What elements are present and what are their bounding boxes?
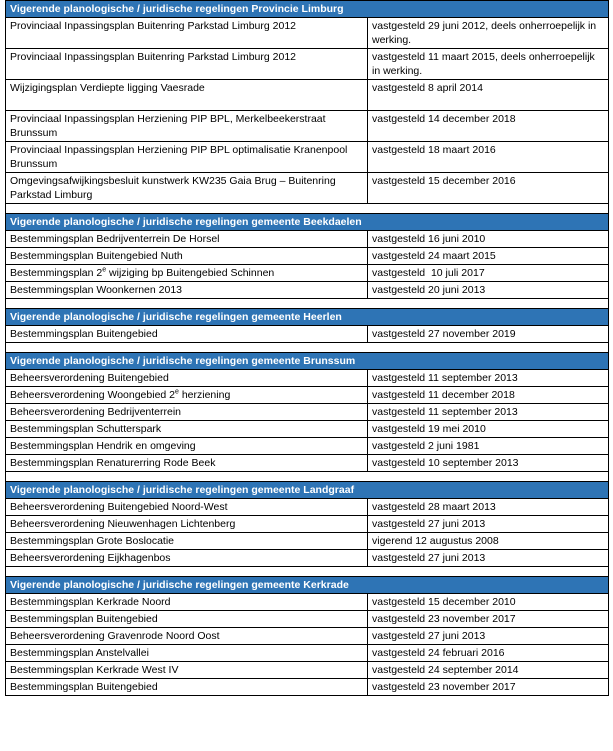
plan-status: vastgesteld 10 september 2013 xyxy=(368,455,609,472)
plan-name: Bestemmingsplan Hendrik en omgeving xyxy=(6,438,368,455)
plan-name: Beheersverordening Eijkhagenbos xyxy=(6,550,368,567)
table-row xyxy=(6,438,609,455)
plan-name: Provinciaal Inpassingsplan Herziening PIP BPL optimalisatie Kranenpool Brunssum xyxy=(6,142,368,173)
plan-name: Bestemmingsplan Buitengebied xyxy=(6,679,368,696)
table-row xyxy=(6,282,609,299)
plan-name: Bestemmingsplan Buitengebied Nuth xyxy=(6,248,368,265)
plan-name: Bestemmingsplan Buitengebied xyxy=(6,326,368,343)
section-title: Vigerende planologische / juridische regelingen Provincie Limburg xyxy=(6,1,609,18)
table-row xyxy=(6,421,609,438)
plan-status: vastgesteld 27 juni 2013 xyxy=(368,550,609,567)
plan-name: Bestemmingsplan Grote Boslocatie xyxy=(6,533,368,550)
plan-status: vastgesteld 24 september 2014 xyxy=(368,662,609,679)
plan-status: vastgesteld 23 november 2017 xyxy=(368,679,609,696)
plan-status: vastgesteld 16 juni 2010 xyxy=(368,231,609,248)
plan-name: Beheersverordening Bedrijventerrein xyxy=(6,404,368,421)
table-row xyxy=(6,628,609,645)
plan-name: Provinciaal Inpassingsplan Buitenring Parkstad Limburg 2012 xyxy=(6,49,368,80)
section-header xyxy=(6,577,609,594)
plan-status: vastgesteld 11 september 2013 xyxy=(368,370,609,387)
plan-name: Bestemmingsplan Kerkrade Noord xyxy=(6,594,368,611)
plan-status: vastgesteld 2 juni 1981 xyxy=(368,438,609,455)
table-row xyxy=(6,248,609,265)
section-title: Vigerende planologische / juridische regelingen gemeente Kerkrade xyxy=(6,577,609,594)
table-row xyxy=(6,455,609,472)
table-row xyxy=(6,173,609,204)
plan-name: Provinciaal Inpassingsplan Buitenring Parkstad Limburg 2012 xyxy=(6,18,368,49)
section-title: Vigerende planologische / juridische regelingen gemeente Beekdaelen xyxy=(6,214,609,231)
plan-status: vastgesteld 8 april 2014 xyxy=(368,80,609,111)
plan-name: Bestemmingsplan Schutterspark xyxy=(6,421,368,438)
plan-name: Beheersverordening Gravenrode Noord Oost xyxy=(6,628,368,645)
table-row xyxy=(6,550,609,567)
section-title: Vigerende planologische / juridische regelingen gemeente Landgraaf xyxy=(6,482,609,499)
table-row xyxy=(6,516,609,533)
table-row xyxy=(6,645,609,662)
table-row xyxy=(6,387,609,404)
table-row xyxy=(6,404,609,421)
plan-name: Beheersverordening Buitengebied Noord-West xyxy=(6,499,368,516)
plan-status: vastgesteld 11 december 2018 xyxy=(368,387,609,404)
plan-name: Beheersverordening Woongebied 2e herziening xyxy=(6,387,368,404)
plan-status: vastgesteld 10 juli 2017 xyxy=(368,265,609,282)
table-row xyxy=(6,265,609,282)
plan-name: Wijzigingsplan Verdiepte ligging Vaesrade xyxy=(6,80,368,111)
section-header xyxy=(6,309,609,326)
table-row xyxy=(6,370,609,387)
section-header xyxy=(6,1,609,18)
table-row xyxy=(6,49,609,80)
plan-status: vastgesteld 15 december 2010 xyxy=(368,594,609,611)
section-title: Vigerende planologische / juridische regelingen gemeente Brunssum xyxy=(6,353,609,370)
plan-status: vastgesteld 27 november 2019 xyxy=(368,326,609,343)
plan-status: vastgesteld 27 juni 2013 xyxy=(368,516,609,533)
table-row xyxy=(6,142,609,173)
table-row xyxy=(6,80,609,111)
plan-status: vastgesteld 28 maart 2013 xyxy=(368,499,609,516)
plan-status: vastgesteld 23 november 2017 xyxy=(368,611,609,628)
table-row xyxy=(6,679,609,696)
plan-status: vastgesteld 14 december 2018 xyxy=(368,111,609,142)
plan-status: vastgesteld 11 september 2013 xyxy=(368,404,609,421)
plan-status: vastgesteld 15 december 2016 xyxy=(368,173,609,204)
section-header xyxy=(6,353,609,370)
plan-name: Bestemmingsplan Bedrijventerrein De Horsel xyxy=(6,231,368,248)
plan-name: Omgevingsafwijkingsbesluit kunstwerk KW235 Gaia Brug – Buitenring Parkstad Limburg xyxy=(6,173,368,204)
table-row xyxy=(6,111,609,142)
plan-status: vastgesteld 24 maart 2015 xyxy=(368,248,609,265)
regulations-table xyxy=(5,0,609,696)
plan-name: Beheersverordening Buitengebied xyxy=(6,370,368,387)
section-spacer xyxy=(6,299,609,309)
plan-status: vastgesteld 19 mei 2010 xyxy=(368,421,609,438)
section-spacer xyxy=(6,567,609,577)
table-row xyxy=(6,594,609,611)
table-row xyxy=(6,611,609,628)
table-row xyxy=(6,499,609,516)
table-row xyxy=(6,18,609,49)
plan-name: Bestemmingsplan Anstelvallei xyxy=(6,645,368,662)
plan-status: vastgesteld 29 juni 2012, deels onherroepelijk in werking. xyxy=(368,18,609,49)
section-spacer xyxy=(6,204,609,214)
section-spacer xyxy=(6,472,609,482)
plan-name: Provinciaal Inpassingsplan Herziening PIP BPL, Merkelbeekerstraat Brunssum xyxy=(6,111,368,142)
plan-name: Bestemmingsplan Woonkernen 2013 xyxy=(6,282,368,299)
section-spacer xyxy=(6,343,609,353)
plan-name: Bestemmingsplan 2e wijziging bp Buitengebied Schinnen xyxy=(6,265,368,282)
section-header xyxy=(6,482,609,499)
plan-status: vastgesteld 20 juni 2013 xyxy=(368,282,609,299)
plan-name: Beheersverordening Nieuwenhagen Lichtenberg xyxy=(6,516,368,533)
plan-status: vastgesteld 11 maart 2015, deels onherroepelijk in werking. xyxy=(368,49,609,80)
plan-name: Bestemmingsplan Renaturerring Rode Beek xyxy=(6,455,368,472)
plan-status: vastgesteld 18 maart 2016 xyxy=(368,142,609,173)
plan-status: vastgesteld 24 februari 2016 xyxy=(368,645,609,662)
table-row xyxy=(6,533,609,550)
plan-name: Bestemmingsplan Kerkrade West IV xyxy=(6,662,368,679)
plan-status: vigerend 12 augustus 2008 xyxy=(368,533,609,550)
plan-name: Bestemmingsplan Buitengebied xyxy=(6,611,368,628)
table-row xyxy=(6,662,609,679)
section-header xyxy=(6,214,609,231)
section-title: Vigerende planologische / juridische regelingen gemeente Heerlen xyxy=(6,309,609,326)
table-row xyxy=(6,326,609,343)
plan-status: vastgesteld 27 juni 2013 xyxy=(368,628,609,645)
table-row xyxy=(6,231,609,248)
